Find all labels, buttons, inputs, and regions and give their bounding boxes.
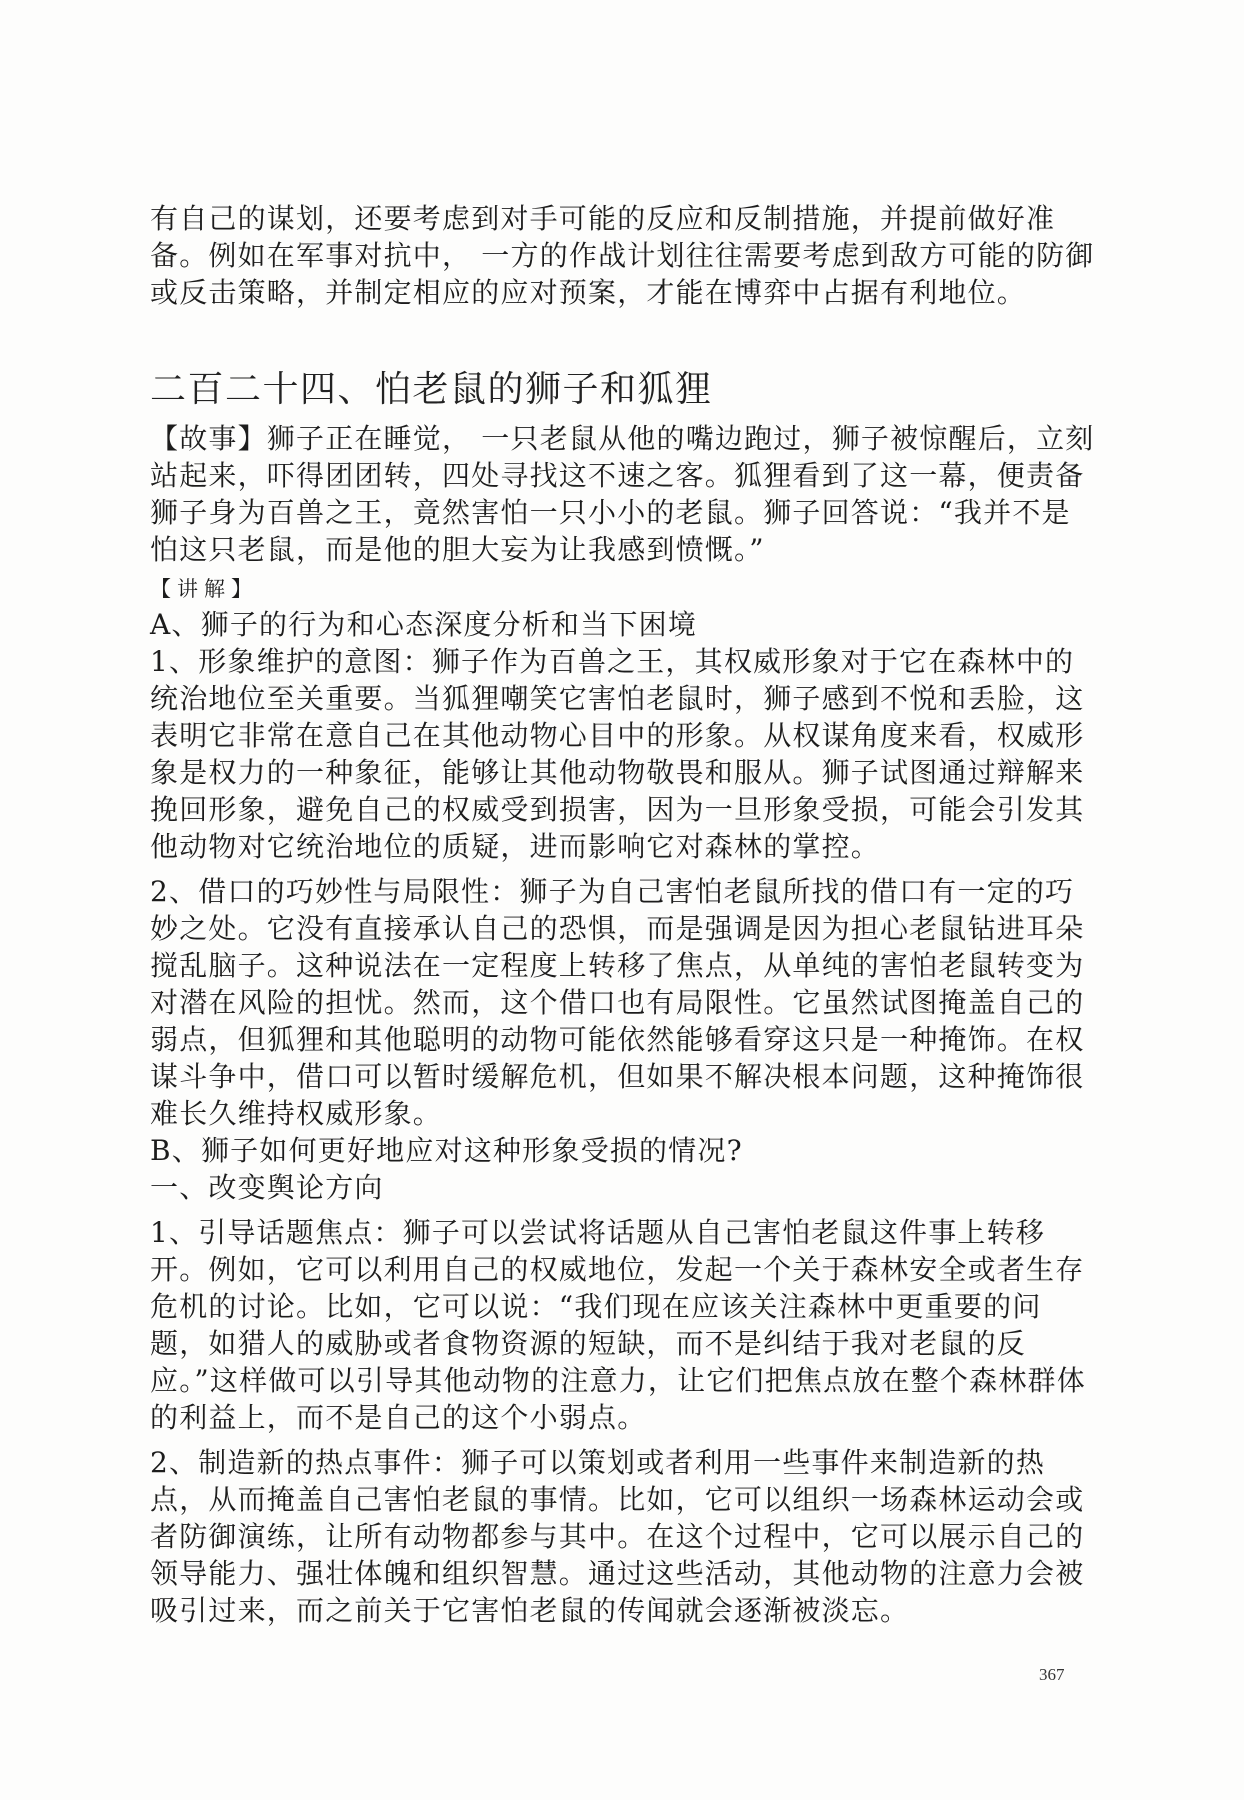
point-1-paragraph: 1、形象维护的意图：狮子作为百兽之王，其权威形象对于它在森林中的统治地位至关重要。当狐狸嘲笑它害怕老鼠时，狮子感到不悦和丢脸，这表明它非常在意自己在其他动物心目中的形象。从权谋角度来看，权威形象是权力的一种象征，能够让其他动物敬畏和服从。狮子试图通过辩解来挽回形象，避免自己的权威受到损害，因为一旦形象受损，可能会引发其他动物对它统治地位的质疑，进而影响它对森林的掌控。 (150, 645, 1085, 863)
page-number: 367 (1039, 1665, 1065, 1684)
heading-b1: 一、改变舆论方向 (150, 1171, 384, 1204)
point-b2-paragraph: 2、制造新的热点事件：狮子可以策划或者利用一些事件来制造新的热点，从而掩盖自己害怕老鼠的事情。比如，它可以组织一场森林运动会或者防御演练，让所有动物都参与其中。在这个过程中，它可以展示自己的领导能力、强壮体魄和组织智慧。通过这些活动，其他动物的注意力会被吸引过来，而之前关于它害怕老鼠的传闻就会逐渐被淡忘。 (150, 1446, 1085, 1627)
page-content (150, 200, 1095, 1629)
point-b1-paragraph: 1、引导话题焦点：狮子可以尝试将话题从自己害怕老鼠这件事上转移开。例如，它可以利用自己的权威地位，发起一个关于森林安全或者生存危机的讨论。比如，它可以说：“我们现在应该关注森林中更重要的问题，如猎人的威胁或者食物资源的短缺，而不是纠结于我对老鼠的反应。”这样做可以引导其他动物的注意力，让它们把焦点放在整个森林群体的利益上，而不是自己的这个小弱点。 (150, 1216, 1086, 1434)
story-paragraph: 【故事】狮子正在睡觉， 一只老鼠从他的嘴边跑过，狮子被惊醒后，立刻站起来，吓得团团转，四处寻找这不速之客。狐狸看到了这一幕，便责备狮子身为百兽之王，竟然害怕一只小小的老鼠。狮子回答说：“我并不是怕这只老鼠，而是他的胆大妄为让我感到愤慨。” (150, 422, 1095, 566)
heading-b: B、狮子如何更好地应对这种形象受损的情况? (150, 1134, 743, 1167)
heading-a: A、狮子的行为和心态深度分析和当下困境 (150, 608, 698, 641)
intro-paragraph: 有自己的谋划，还要考虑到对手可能的反应和反制措施，并提前做好准备。例如在军事对抗中， 一方的作战计划往往需要考虑到敌方可能的防御或反击策略，并制定相应的应对预案，才能在博弈中占据有利地位。 (150, 202, 1095, 309)
section-title: 二百二十四、怕老鼠的狮子和狐狸 (150, 369, 713, 410)
jiangjie-label: 【讲解】 (150, 577, 258, 601)
point-2-paragraph: 2、借口的巧妙性与局限性：狮子为自己害怕老鼠所找的借口有一定的巧妙之处。它没有直接承认自己的恐惧，而是强调是因为担心老鼠钻进耳朵搅乱脑子。这种说法在一定程度上转移了焦点，从单纯的害怕老鼠转变为对潜在风险的担忧。然而，这个借口也有局限性。它虽然试图掩盖自己的弱点，但狐狸和其他聪明的动物可能依然能够看穿这只是一种掩饰。在权谋斗争中，借口可以暂时缓解危机，但如果不解决根本问题，这种掩饰很难长久维持权威形象。 (150, 875, 1085, 1130)
